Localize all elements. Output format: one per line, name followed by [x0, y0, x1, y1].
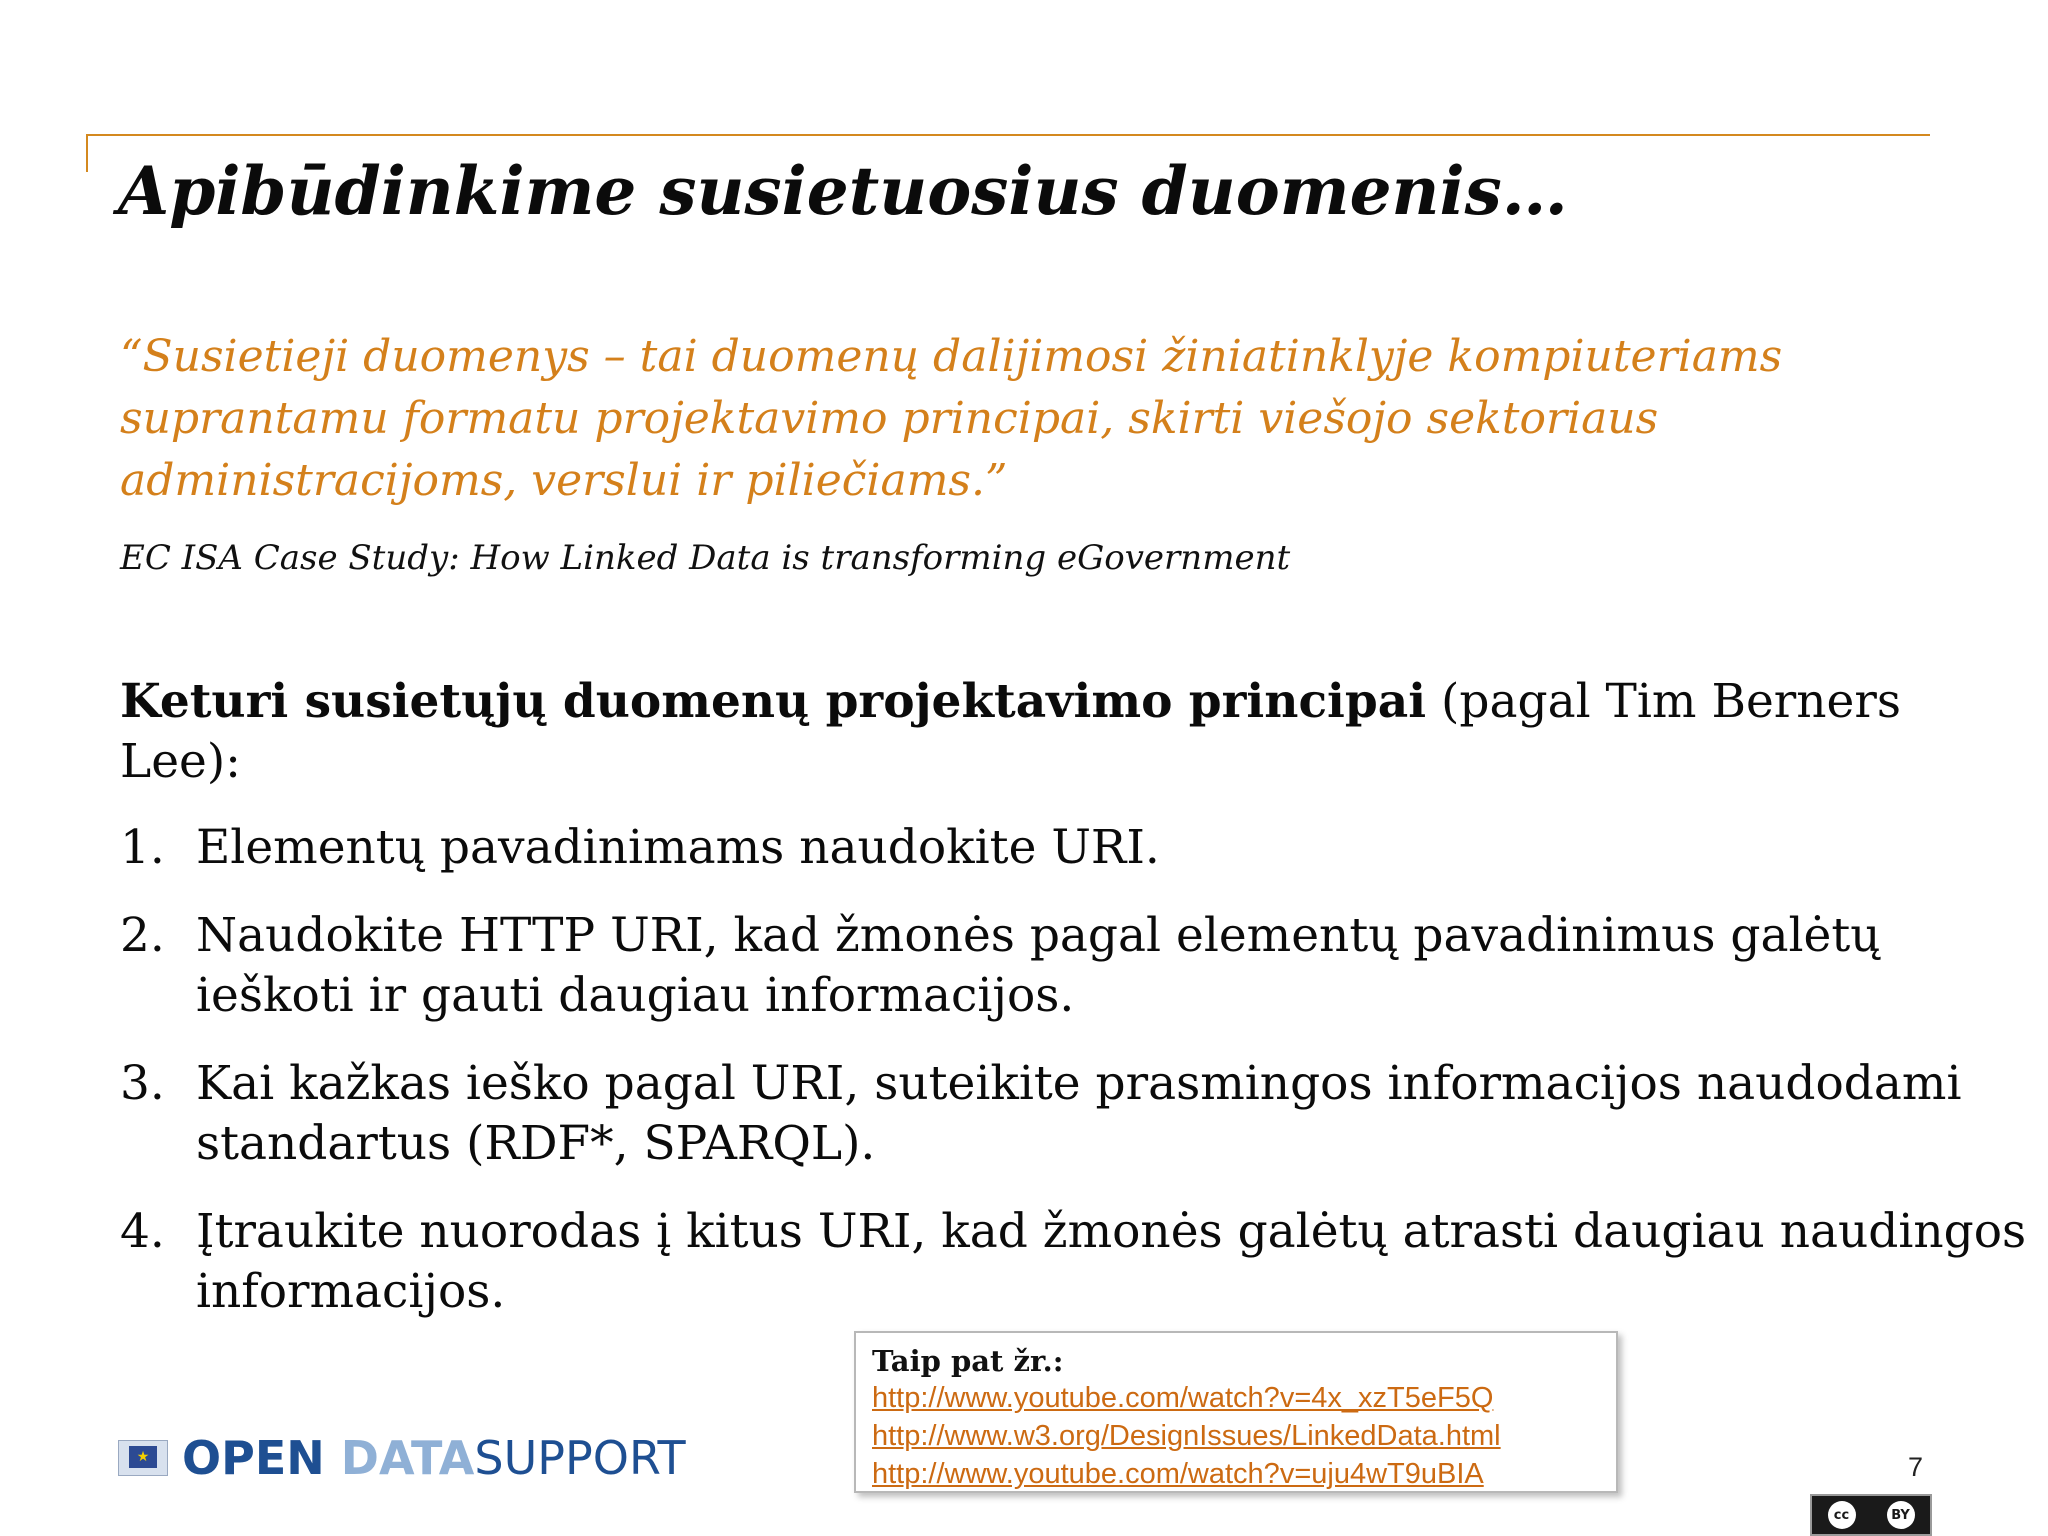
principle-text: Elementų pavadinimams naudokite URI.	[196, 820, 1160, 875]
cc-icon: cc	[1828, 1501, 1856, 1529]
see-also-box	[854, 1331, 1618, 1493]
page-number: 7	[1908, 1452, 1924, 1482]
by-icon: BY	[1887, 1501, 1915, 1529]
see-also-link-w3c[interactable]: http://www.w3.org/DesignIssues/LinkedData.html	[872, 1420, 1501, 1452]
principle-item	[120, 1054, 1970, 1174]
see-also-link-youtube-2[interactable]: http://www.youtube.com/watch?v=uju4wT9uBIA	[872, 1458, 1484, 1490]
title-rule	[86, 134, 1930, 136]
principles-heading	[120, 672, 1950, 792]
principles-heading-rest: (pagal Tim Berners	[1426, 674, 1901, 729]
see-also-heading: Taip pat žr.:	[872, 1344, 1064, 1378]
logo-text: OPEN DATASUPPORT	[182, 1431, 686, 1485]
principle-number: 2.	[120, 908, 165, 963]
principle-number: 3.	[120, 1056, 165, 1111]
principle-text: Naudokite HTTP URI, kad žmonės pagal elementų pavadinimus galėtų	[196, 908, 1881, 963]
principle-item	[120, 906, 1970, 1026]
open-data-support-logo	[118, 1428, 686, 1488]
quote-line: administracijoms, verslui ir piliečiams.”	[120, 455, 1008, 506]
quote-line: suprantamu formatu projektavimo principai, skirti viešojo sektoriaus	[120, 393, 1659, 444]
quote-line: “Susietieji duomenys – tai duomenų dalijimosi žiniatinklyje kompiuteriams	[120, 331, 1783, 382]
principle-text: informacijos.	[196, 1264, 506, 1319]
principle-number: 4.	[120, 1204, 165, 1259]
principle-item	[120, 1202, 2027, 1322]
definition-quote	[120, 326, 1940, 512]
principle-text: ieškoti ir gauti daugiau informacijos.	[196, 968, 1075, 1023]
principles-heading-line2: Lee):	[120, 734, 242, 789]
principles-list	[120, 818, 2027, 1350]
principle-text: Įtraukite nuorodas į kitus URI, kad žmonės galėtų atrasti daugiau naudingos	[196, 1204, 2027, 1259]
cc-by-icon	[1810, 1494, 1932, 1536]
principle-text: Kai kažkas ieško pagal URI, suteikite prasmingos informacijos naudodami	[196, 1056, 1962, 1111]
principle-text: standartus (RDF*, SPARQL).	[196, 1116, 876, 1171]
title-rule-tick	[86, 134, 88, 172]
quote-source: EC ISA Case Study: How Linked Data is transforming eGovernment	[120, 538, 1291, 578]
principle-number: 1.	[120, 820, 165, 875]
slide-title: Apibūdinkime susietuosius duomenis…	[118, 152, 1568, 230]
principles-heading-bold: Keturi susietųjų duomenų projektavimo principai	[120, 674, 1427, 729]
see-also-link-youtube-1[interactable]: http://www.youtube.com/watch?v=4x_xzT5eF5Q	[872, 1382, 1494, 1414]
eu-flag-icon: ★	[118, 1440, 168, 1476]
principle-item	[120, 818, 1970, 878]
